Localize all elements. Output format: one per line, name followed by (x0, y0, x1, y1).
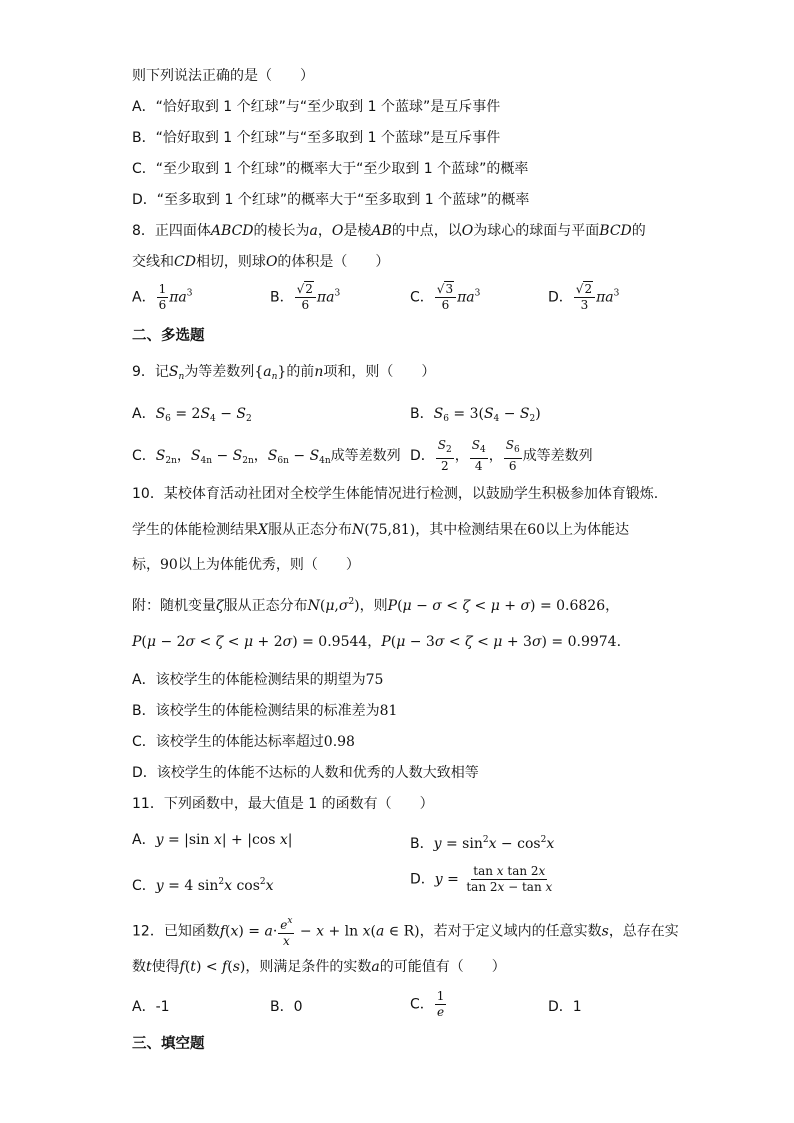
q9-option-c: C．$S_{2n}$，$S_{4n} - S_{2n}$，$S_{6n} - S_{4n}$成等差数列 (132, 448, 401, 466)
q12-option-a: A．-1 (132, 999, 170, 1015)
q12-option-b: B．0 (270, 999, 303, 1015)
q10-option-b: B．该校学生的体能检测结果的标准差为81 (132, 703, 398, 719)
q10-note-line2: P(μ − 2σ < ζ < μ + 2σ) = 0.9544，P(μ − 3σ < ζ < μ + 3σ) = 0.9974. (132, 634, 622, 650)
q7-option-b: B．“恰好取到 1 个红球”与“至多取到 1 个蓝球”是互斥事件 (132, 130, 501, 146)
q11-option-a: A．y = |sin x| + |cos x| (132, 832, 293, 848)
q11-option-b: B．$y = \sin^2x - \cos^2x$ (410, 835, 555, 852)
q8-line1: 8．正四面体ABCD的棱长为a，O是棱AB的中点，以O为球心的球面与平面BCD的 (132, 223, 646, 239)
q10-line2: 学生的体能检测结果X服从正态分布N(75,81)，其中检测结果在60以上为体能达 (132, 522, 630, 538)
q10-note-line1: 附：随机变量ζ服从正态分布$N(\mu,\sigma^2)$，则P(μ − σ < ζ < μ + σ) = 0.6826， (132, 597, 620, 614)
q8-option-c: C． $\frac{√3}{6}$ $\pi a^3$ (410, 282, 481, 312)
q8-option-a: A． $\frac{1}{6}$ $\pi a^3$ (132, 282, 193, 312)
q8-option-b: B． $\frac{√2}{6}$ $\pi a^3$ (270, 282, 341, 312)
q10-option-d: D．该校学生的体能不达标的人数和优秀的人数大致相等 (132, 765, 479, 781)
q9-option-a: A．$S_6 = 2S_4 - S_2$ (132, 406, 252, 424)
q12-option-c: C． $\frac{1}{e}$ (410, 989, 445, 1019)
q9-stem: 9．记$S_n$为等差数列$\{a_n\}$的前n项和，则（ ） (132, 364, 436, 382)
q9-option-b: B．$S_6 = 3(S_4 - S_2)$ (410, 406, 541, 424)
q11-option-d: D．y = $\frac{\text{tan x tan 2x}}{\text{tan 2x − tan x}}$ (410, 864, 553, 894)
q12-option-d: D．1 (548, 999, 582, 1015)
q11-option-c: C．y = 4 $\sin^2x$ $\cos^2x$ (132, 877, 274, 894)
q10-line3: 标，90以上为体能优秀，则（ ） (132, 557, 360, 573)
q8-line2: 交线和CD相切，则球O的体积是（ ） (132, 254, 390, 270)
q7-option-c: C．“至少取到 1 个红球”的概率大于“至少取到 1 个蓝球”的概率 (132, 161, 529, 177)
q7-option-a: A．“恰好取到 1 个红球”与“至少取到 1 个蓝球”是互斥事件 (132, 99, 501, 115)
q11-stem: 11．下列函数中，最大值是 1 的函数有（ ） (132, 796, 434, 812)
section-heading-multi-choice: 二、多选题 (132, 328, 205, 344)
section-heading-fill-in: 三、填空题 (132, 1036, 205, 1052)
q7-option-d: D．“至多取到 1 个红球”的概率大于“至多取到 1 个蓝球”的概率 (132, 192, 530, 208)
q10-option-a: A．该校学生的体能检测结果的期望为75 (132, 672, 384, 688)
q10-line1: 10．某校体育活动社团对全校学生体能情况进行检测，以鼓励学生积极参加体育锻炼. (132, 486, 659, 502)
q7-stem: 则下列说法正确的是（ ） (132, 68, 314, 84)
q12-line2: 数t使得f(t) < f(s)，则满足条件的实数a的可能值有（ ） (132, 959, 506, 975)
q12-line1: 12．已知函数f(x) = a· $\frac{e^x}{x}$ − x + ln x(a ∈ R)，若对于定义域内的任意实数s，总存在实 (132, 916, 679, 948)
q10-option-c: C．该校学生的体能达标率超过0.98 (132, 734, 355, 750)
q8-option-d: D． $\frac{√2}{3}$ $\pi a^3$ (548, 282, 620, 312)
q9-option-d: D． $\frac{S_2}{2}$ ， $\frac{S_4}{4}$ ， $\frac{S_6}{6}$ 成等差数列 (410, 438, 593, 473)
